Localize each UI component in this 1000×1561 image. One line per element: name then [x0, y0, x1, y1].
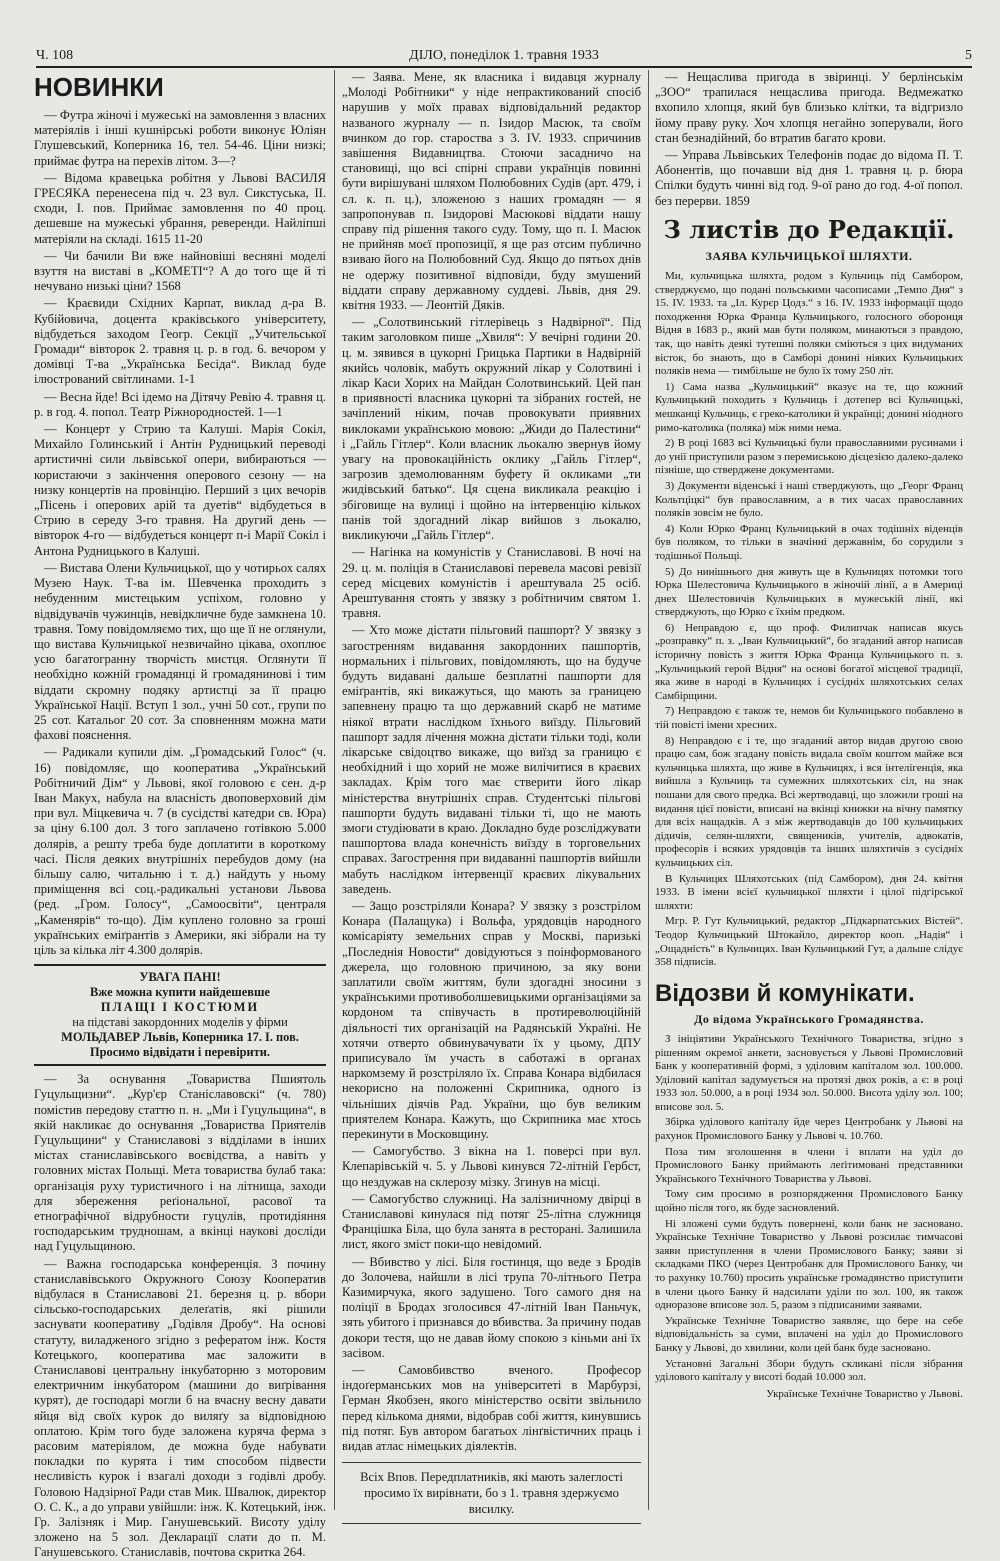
article-paragraph: — Заява. Мене, як власника і видавця журналу „Молоді Робітники“ у ніде непрактикований спосіб нарушив у моїх правах відповідальний редактор названого журналу — п. Ізидор Масюк, та своїм вчинком до гор. староства з 3. IV. 1933. спричинив завішення Видавництва. Стоючи засадничо на становищі, що всі спірні справи українців повинні бути вирішувані шляхом Полюбовних Судів (арт. 479, і сл. к. п. ц.), зложеною з наших громадян — я запропонував п. Ізидорові Масюкові віддати нашу справу під рішення такого суду. Тому, що п. І. Масюк не прийняв моєї пропозиції, я ще раз отсим публично взиваю його на Полюбовний Суд. Якщо до пятьох днів не одержу позитивної відповіди, буду змушений віддати справу державному суддеві. Львів, дня 29. квітня 1933. — Леонтій Дяків. — [342, 70, 641, 313]
article-paragraph: — Защо розстріляли Конара? У звязку з розстрілом Конара (Палащука) і Вольфа, урядовців народного комісаріяту земельних справ у Москві, паризькі „Последнія Новости“ довідуються з поінформованого джерела, що головною причиною, за яку вони заплатили своїм життям, були здогадні зносини з українськими противоболшевицькими організаціями за кордоном та співучасть в протиреволюційній діяльності тих організацій на Радянській Україні. Не хотячи отверто обвинувачувати їх у цьому, ДПУ приписувало їм участь в саботажі в органах наркомзему й розстріляло їх. Справа Конара відбилася некорисно на положенні Скрипника, одного із чільніших діячів Рад. України, що був великим приятелем Конара. Кажуть, що Скрипника має хтось перекинути в Московщину. — [342, 898, 641, 1142]
article-paragraph: — Самовбивство вченого. Професор індоґерманських мов на університеті в Марбурзі, Герман Якобзен, якого міністерство освіти звільнило перед кількома днями, відобрав собі життя, кинувшись під потяг. Був автором багатьох лінґвістичних праць і видав атлас німецьких діялектів. — [342, 1363, 641, 1454]
article-paragraph: — Весна йде! Всі ідемо на Дітячу Ревію 4. травня ц. р. в год. 4. попол. Театр Ріжнородностей. 1—1 — [34, 389, 326, 419]
advertisement-box — [34, 964, 326, 1066]
news-items — [655, 70, 963, 209]
column-left — [34, 70, 326, 1560]
article-paragraph: — Концерт у Стрию та Калуші. Марія Сокіл, Михайло Голинський і Антін Рудницький переводі артистичні сили львівської опери, вибираються — користаючи з закінчення оперового сезону — на низку концертів на провінцію. Перший з цих вечорів „Пісень і оперових арій та дуетів“ відбудеться в Стрию в середу 3-го травня. На другий день — вівторок 4-го — відбудеться концерт п-і Марії Сокіл і Антона Рудницького в Калуші. — [34, 422, 326, 558]
article-paragraph: — Футра жіночі і мужеські на замовлення з власних матеріялів і інші кушнірські роботи виконує Юліян Глушевський, Коперника 16, тел. 54-46. Ціни низкі; приймає футра на перехів літом. 3—? — [34, 108, 326, 168]
letters-subheading: ЗАЯВА КУЛЬЧИЦЬКОЇ ШЛЯХТИ. — [705, 248, 913, 263]
article-paragraph: — Нагінка на комуністів у Станиславові. В ночі на 29. ц. м. поліція в Станиславові перевела масові ревізії серед місцевих комуністів і арештувала 25 осіб. Арештування стоять у звязку з робітничим святом 1. травня. — [342, 545, 641, 621]
masthead — [36, 48, 972, 68]
column-divider — [334, 70, 335, 1510]
article-paragraph: Тому сим просимо в розпорядження Промислового Банку щойно після того, як буде засновлений. — [655, 1188, 963, 1215]
ad-line: Вже можна купити найдешевше — [90, 985, 270, 1000]
article-paragraph: — Нещаслива пригода в звіринці. У берлінськім „ЗОО“ трапилася нещаслива пригода. Ведмежатко вхопило хлопця, який був близько клітки, та відгризло йому праву руку. Хоч хлопця негайно зоперували, його стан безнадійний, бо втратив багато крови. — [655, 70, 963, 145]
article-paragraph: — „Солотвинський гітлерівець з Надвірної“. Під таким заголовком пише „Хвиля“: У вечірні години 20. ц. м. зявився в цукорні Грицька Партики в Надвірній якийсь чоловік, мабуть окружний лікар у Солотвині і лікар Каси Хорих на Майдан Солотвинський. Цей пан в приявності власника цукорні та зібраних гостей, не зачіплений ніким, почав провокувати приявних виклоками українською мовою: „Жиди до Палестини“ і „Гайль Гітлер“. Коли власник льокалю звернув йому увагу на провокаційність оклику „Гайль Гітлер“, загрозив здемолюванням буфету й окликами „ти жидівський батько“. Ця сцена викликала реакцію і збіговище на вулиці і щойно на інтервенцію кількох панів той здогадний лікар вийшов з льокалю, викликуючи „Гайль Гітлер“. — [342, 315, 641, 543]
letter-body — [655, 270, 963, 970]
article-paragraph: 7) Неправдою є також те, немов би Кульчицького побавлено в тій повісті імени хресних. — [655, 705, 963, 732]
article-paragraph: 8) Неправдою є і те, що згаданий автор видав другою свою працю сам, бож згадану повість видала своїм коштом майже вся кульчицька шляхта, що живе в Кульчицях, і вся інтелігенція, яка вийшла з Кульчиць та сумежних шляхотських сіл, на знак пошани для свого предка. Всі жертводавці, що зложили гроші на видання цієї повісти, вписані на вкінці книжки на вічну памятку для всіх нащадків. А з між жертводавців до 100 кульчицьких дідичів, селян-шляхти, священиків, учителів, адвокатів, професорів і всяких урядовців та інших шляхтичів з сусідніх кульчицьких сіл. — [655, 734, 963, 869]
article-paragraph: — Радикали купили дім. „Громадський Голос“ (ч. 16) повідомляє, що кооператива „Український Робітничий Дім“ у Львові, якої головою є сен. д-р Іван Макух, набула на власність двоповерховий дім при вул. Міцкевича ч. 7 (в сусідстві катедри св. Юра) за ціну 6.100 дол. З того заплачено готівкою 5.000 долярів, а решту треба буде доплатити в короткому часі. Після деяких внутрішніх перебудов дому (на більшу салю, читальню і т. д.) найдуть у ньому приміщення всі соц.-радикальні установи Львова (ред. „Гром. Голосу“, „Самоосвіти“, централя „Каменярів“ то-що). Дім куплено головно за гроші українських еміґрантів з Америки, які зібрали на ту ціль за кілька літ 4.300 долярів. — [34, 745, 326, 957]
article-paragraph: 6) Неправдою є, що проф. Филипчак написав якусь „розправку“ п. з. „Іван Кульчицький“, бо згаданий автор написав історичну повість з життя Юрка Франца Кульчицького п. з. „Кульчицький герой Відня“ на основі богатої місцевої традиції, яка живе в народі в Кульчицях і сусідніх шляхотських селах Самбірщини. — [655, 621, 963, 702]
article-paragraph: Українське Технічне Товариство заявляє, що бере на себе відповідальність за суми, вплачені на уділ до Промислового Банку у Львові, до хвилини, коли цей банк буде засновано. — [655, 1314, 963, 1354]
article-paragraph: — Управа Львівських Телефонів подає до відома П. Т. Абонентів, що почавши від дня 1. травня ц. р. бюра Спілки будуть чинні від год. 9-ої рано до год. 4-ої попол. без перерви. 1859 — [655, 148, 963, 208]
ad-line: на підставі закордонних моделів у фірми — [72, 1015, 288, 1030]
article-paragraph: — Чи бачили Ви вже найновіші весняні моделі взуття на виставі в „КОМЕТІ“? А до того ще й ті нечувано низькі ціни? 1568 — [34, 248, 326, 294]
article-paragraph: Поза тим зголошення в члени і вплати на уділ до Промислового Банку приймають леґітимовані представники Українського Технічного Товариства у Львові. — [655, 1145, 963, 1185]
article-paragraph: Установні Загальні Збори будуть скликані після зібрання уділового капіталу у висоті бодай 10.000 зол. — [655, 1357, 963, 1384]
article-paragraph: — Краєвиди Східних Карпат, виклад д-ра В. Кубійовича, доцента краківського університету, відбудеться заходом Геогр. Секції „Учительської Громади“ вівторок 2. травня ц. р. в год. 6. вечором у домівці Т-ва „Українська Бесіда“. Виклад буде ілюстрований світлинами. 1-1 — [34, 296, 326, 387]
news-items — [342, 70, 641, 1454]
article-paragraph: — Важна господарська конференція. З почину станиславівського Окружного Союзу Кооператив відбулася в Станиславові 21. березня ц. р. вбори сільсько-господарських делеґатів, які рішили заснувати кооперативу „Годівля Дробу“. На основі статуту, виладженого згідно з рефератом інж. Костя Котецького, кооператива має заложити в Станиславові центральну інкубаторню з моторовим електричним інкубатором (машини до виґрівання курят), де господарі могли б на вчасну весну давати яйця від своїх курок до виляґу за відповідною оплатою. Крім того буде заложена куряча ферма з расовим матеріялом, де можна буде набувати покладки по курята і тим способом підвести несливість курок і взагалі доходи з годівлі дробу. Головою Надзірної Ради став Мик. Швалюк, директор О. С. К., а до управи увійшли: інж. К. Котецький, інж. Гр. Залізняк і Мир. Ганушевський. Висоту уділу зложено на 5 зол. Декларації слати до п. М. Ганушевського. Станиславів, почтова скритка 264. — [34, 1256, 326, 1560]
article-paragraph: — Відома кравецька робітня у Львові ВАСИЛЯ ГРЕСЯКА перенесена під ч. 23 вул. Сикстуська, ІІ. сходи, І. пов. Приймає замовлення по 40 проц. дешевше на мужеські убрання, реверенди. Найліпші матеріяли на складі. 1615 11-20 — [34, 170, 326, 246]
newspaper-title-date: ДІЛО, понеділок 1. травня 1933 — [409, 48, 599, 63]
communiques-subheading: До відома Українського Громадянства. — [694, 1011, 924, 1026]
article-paragraph: — Вбивство у лісі. Біля гостинця, що веде з Бродів до Золочева, найшли в лісі трупа 70-літнього Петра Казимирчука, якого задушено. Того самого дня на поліції в Бродах зголосився 47-літній Іван Паньчук, зять убитого і признався до вбивства. За причину подав докори тестя, що не давав йому спокою з кіньми ані їх засівом. — [342, 1254, 641, 1360]
communiques-section-title: Відозви й комунікати. — [655, 979, 915, 1007]
article-paragraph: В Кульчицях Шляхотських (під Самбором), дня 24. квітня 1933. В імени всієї кульчицької шляхти і цілої підгірської шляхти: — [655, 872, 963, 912]
article-paragraph: 2) В році 1683 всі Кульчицькі були православними русинами і до унії приступили разом з перемиською дієцезією далеко-далеко пізніше, що стверджене документами. — [655, 437, 963, 477]
column-middle — [342, 70, 641, 1517]
communique-signature: Українське Технічне Товариство у Львові. — [766, 1387, 963, 1400]
article-paragraph: 4) Коли Юрко Франц Кульчицький в очах тодішніх віденців був поляком, то тільки в значінні державнім, бо сорудили з тодішньої Польщі. — [655, 522, 963, 562]
article-paragraph: 3) Документи віденські і наші стверджують, що „Георг Франц Кольтціцкі“ був православним, а в тих часах православних поляків зовсім не було. — [655, 479, 963, 520]
letters-section-title: З листів до Редакції. — [663, 214, 955, 244]
news-section-title: НОВИНКИ — [34, 72, 164, 102]
news-items — [34, 108, 326, 958]
issue-number: Ч. 108 — [36, 48, 74, 63]
column-divider — [648, 70, 649, 1510]
article-paragraph: — Вистава Олени Кульчицької, що у чотирьох салях Музею Наук. Т-ва ім. Шевченка проходить з небуденним мистецьким успіхом, головно у відвідувачів чужинців, невідкличне буде замкнена 10. травня. Тому повідомляємо тих, що ще її не оглянули, що вистава Кульчицької незвичайно цікава, охоплює усю багатогранну творчість мистця. Оглянути її необхідно кожній громадянці й громадянинові і тим віддати скромну подяку артистці за її працю Української Нації. Вступ 1 зол., учні 50 сот., групи по 25 сот. Катальог 20 сот. За сповненням можна мати фахові пояснення. — [34, 560, 326, 743]
ad-line: УВАГА ПАНІ! — [139, 970, 221, 985]
communique-body — [655, 1033, 963, 1385]
article-paragraph: 1) Сама назва „Кульчицький“ вказує на те, що кожний Кульчицький походить з Кульчиць і дотепер всі Кульчицькі, мешканці Кульчиць, є греко-католики й українці; донині ніодного римо-католика (поляка) між ними нема. — [655, 380, 963, 434]
article-paragraph: Ні зложені суми будуть повернені, коли банк не засновано. Українське Технічне Товариство у Львові розсилає тимчасові заяви приступлення в члени Промислового Банку; заяви зі складками ПКО (через Центробанк для Промислового Банку, чи то рахунку 10.760) просить українське громадянство приступити в члени цього Банку й надсилати уділи по зол. 100, як також одноразове вписове зол. 5, разом з підписаними заявами. — [655, 1217, 963, 1312]
article-paragraph: Збірка уділового капіталу йде через Центробанк у Львові на рахунок Промислового Банку у Львові ч. 10.760. — [655, 1116, 963, 1143]
column-right — [655, 70, 963, 1510]
subscribers-notice: Всіх Впов. Передплатників, які мають залеглості просимо їх вирівнати, бо з 1. травня здержуємо висилку. — [342, 1462, 641, 1524]
ad-line: ПЛАЩІ І КОСТЮМИ — [100, 1000, 260, 1015]
article-paragraph: Ми, кульчицька шляхта, родом з Кульчиць під Самбором, стверджуємо, що подані польськими часописами „Темпо Дня“ з 15. IV. 1933. та „Іл. Курєр Цодз.“ з 16. IV. 1933 інформації щодо походження Юрка Франца Кульчицького, голосного оборонця Відня в 1683 р., який мав бути поляком, минаються з правдою, так, що навіть деякі тутешні поляки сміються з цих видуманих вісток, бо знають, що в Самборі донині ніяких Кульчицьких поляків нема — тимбільше не було їх тому 250 літ. — [655, 270, 963, 378]
news-items-continued — [34, 1072, 326, 1561]
page-number: 5 — [965, 48, 972, 63]
article-paragraph: 5) До нинішнього дня живуть ще в Кульчицях потомки того Юрка Шелестовича Кульчицького в жіночій лінії, а в Америці днех Шелестовичів Кульчицьких в мужеській лінії, які стверджують, що Юрко є їхнім предком. — [655, 565, 963, 619]
article-paragraph: — Хто може дістати пільговий пашпорт? У звязку з загостренням видавання закордонних пашпортів, нормальних і пільгових, повідомляють, що на будуче будуть видавані дальше безплатні пашпорти для еміґрантів, які викажуться, що мають за границею запевнену працю та що державний скарб не матиме ніякої втрати наслідком їхнього виїзду. Пільговий пашпорт задля лічення можна дістати тільки тоді, коли лікарське свідоцтво викаже, що виїзд за границю є необхідний і що хорий не може вилічитися в краєвих закладах. Крім того має стверити його лікар міністерства внутрішніх справ. Студентські пільгові пашпорти будуть видавані тільки ті, що не мають змоги студіювати в краю. Докладно буде розсліджувати пашпортова влада конечність виїзду в торговельних справах. Загострення при видаванні пашпортів вийшли мабуть наслідком інтервенції краєвих лікувальних заведень. — [342, 623, 641, 896]
article-paragraph: З ініціятиви Українського Технічного Товариства, згідно з рішенням окремої анкети, засновується у Львові Промисловий Банк у кооперативній формі, з уділовим капіталом зол. 100.000. Уділовий капітал задумується на протязі двох років, а є: в році 1933 зол. 50.000, а в році 1934 зол. 50.000. Висота уділу зол. 100; вписове зол. 5. — [655, 1032, 963, 1113]
article-paragraph: — За оснування „Товариства Пшиятоль Гуцульщизни“. „Кур'єр Станіславовскі“ (ч. 780) помістив передову статтю п. н. „Ми і Гуцульщина“, в якій накликає до оснування „Товариства Приятелів Гуцульщини“ у Станиславові з відділами в інших містах станиславівського воєвідства, а навіть у головних містах Польщі. Мета товариства булаб така: організація руху туристичного і на літнища, заходи для збереження реґіональної, расової та етнографічної відрубности гуцулів, протидіяння господарським трудношам, а вкінці наукові досліди над Гуцульщиною. — [34, 1072, 326, 1254]
article-paragraph: — Самогубство. З вікна на 1. поверсі при вул. Клепарівській ч. 5. у Львові кинувся 72-літній Гербст, що нездужав на склерозу мізку. Згинув на місці. — [342, 1144, 641, 1189]
article-paragraph: — Самогубство служниці. На залізничному двірці в Станиславові кинулася під потяг 25-літна служниця Францішка Біла, що була занята в ресторані. Залишила лист, якого зміст поки-що невідомий. — [342, 1191, 641, 1252]
article-paragraph: Мгр. Р. Гут Кульчицький, редактор „Підкарпатських Вістей“. Теодор Кульчицький Штокайло, директор кооп. „Надія“ і „Ощадність“ в Кульчицях. Іван Кульчицький Гут, а дальше слідує 358 підписів. — [655, 915, 963, 969]
ad-line: МОЛЬДАВЕР Львів, Коперника 17. І. пов. — [61, 1030, 299, 1045]
ad-line: Просимо відвідати і перевірити. — [90, 1045, 270, 1060]
